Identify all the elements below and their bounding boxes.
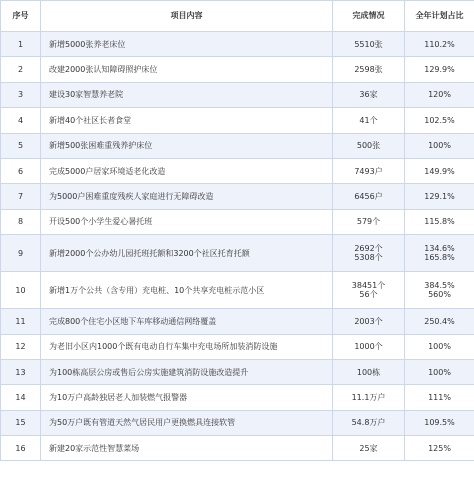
- row-ratio-cell: [405, 184, 474, 209]
- row-index: 15: [1, 410, 41, 435]
- row-status-cell: [333, 334, 405, 359]
- row-ratio: 125%: [428, 443, 451, 453]
- row-content: 为100栋高层公房或售后公房实施建筑消防设施改造提升: [41, 359, 333, 384]
- row-ratio-cell: [405, 436, 474, 461]
- row-status: 100栋: [356, 367, 381, 377]
- row-status-cell: [333, 184, 405, 209]
- row-content: 建设30家智慧养老院: [41, 82, 333, 107]
- row-ratio: 250.4%: [424, 316, 455, 326]
- row-index: 13: [1, 359, 41, 384]
- row-ratio-cell: [405, 32, 474, 57]
- row-ratio-cell: [405, 82, 474, 107]
- row-index: 10: [1, 272, 41, 309]
- row-content: 新增40个社区长者食堂: [41, 108, 333, 133]
- row-status-cell: [333, 272, 405, 309]
- row-ratio: 111%: [428, 392, 451, 402]
- row-content: 新增2000个公办幼儿园托班托额和3200个社区托育托额: [41, 235, 333, 272]
- row-index: 9: [1, 235, 41, 272]
- table-header-row: [1, 1, 474, 32]
- row-index: 8: [1, 209, 41, 234]
- row-status: 56个: [359, 290, 378, 300]
- row-status: 5308个: [354, 253, 383, 263]
- row-ratio: 109.5%: [424, 418, 455, 428]
- table-row: [1, 235, 474, 272]
- table-row: [1, 309, 474, 334]
- row-ratio: 110.2%: [424, 39, 455, 49]
- row-status: 41个: [359, 115, 378, 125]
- row-ratio: 149.9%: [424, 166, 455, 176]
- table-row: [1, 359, 474, 384]
- row-content: 完成800个住宅小区地下车库移动通信网络覆盖: [41, 309, 333, 334]
- header-status: 完成情况: [333, 1, 405, 32]
- row-status-cell: [333, 108, 405, 133]
- table-row: [1, 385, 474, 410]
- row-index: 3: [1, 82, 41, 107]
- row-ratio: 100%: [428, 342, 451, 352]
- row-status-cell: [333, 410, 405, 435]
- row-content: 为10万户高龄独居老人加装燃气报警器: [41, 385, 333, 410]
- row-status: 1000个: [354, 342, 383, 352]
- row-ratio: 102.5%: [424, 115, 455, 125]
- row-status-cell: [333, 385, 405, 410]
- row-status-cell: [333, 436, 405, 461]
- row-ratio: 100%: [428, 141, 451, 151]
- table-row: [1, 410, 474, 435]
- row-ratio-cell: [405, 133, 474, 158]
- row-index: 12: [1, 334, 41, 359]
- row-status-cell: [333, 57, 405, 82]
- row-status-cell: [333, 82, 405, 107]
- row-ratio: 120%: [428, 90, 451, 100]
- row-ratio-cell: [405, 359, 474, 384]
- row-index: 5: [1, 133, 41, 158]
- row-ratio-cell: [405, 209, 474, 234]
- row-ratio: 129.1%: [424, 191, 455, 201]
- row-ratio: 115.8%: [424, 217, 455, 227]
- row-content: 为50万户既有管道天然气居民用户更换燃具连接软管: [41, 410, 333, 435]
- row-ratio-cell: [405, 309, 474, 334]
- row-ratio-cell: [405, 272, 474, 309]
- row-ratio: 384.5%: [424, 280, 455, 290]
- header-ratio: 全年计划占比: [405, 1, 474, 32]
- row-content: 新增5000张养老床位: [41, 32, 333, 57]
- row-index: 6: [1, 158, 41, 183]
- row-status: 2598张: [354, 64, 383, 74]
- row-ratio-cell: [405, 235, 474, 272]
- row-status-cell: [333, 209, 405, 234]
- row-ratio-cell: [405, 108, 474, 133]
- row-status: 579个: [356, 217, 381, 227]
- row-status-cell: [333, 359, 405, 384]
- row-ratio: 560%: [428, 290, 451, 300]
- row-ratio-cell: [405, 410, 474, 435]
- row-index: 14: [1, 385, 41, 410]
- row-status: 7493户: [354, 166, 383, 176]
- row-status: 2003个: [354, 316, 383, 326]
- row-content: 新增500张困难重残养护床位: [41, 133, 333, 158]
- row-content: 为5000户困难重度残疾人家庭进行无障碍改造: [41, 184, 333, 209]
- row-status: 36家: [359, 90, 378, 100]
- row-status-cell: [333, 32, 405, 57]
- row-status: 6456户: [354, 191, 383, 201]
- row-status-cell: [333, 133, 405, 158]
- row-status-cell: [333, 235, 405, 272]
- table-row: [1, 436, 474, 461]
- table-row: [1, 158, 474, 183]
- row-status: 500张: [356, 141, 381, 151]
- row-ratio-cell: [405, 385, 474, 410]
- row-index: 7: [1, 184, 41, 209]
- row-content: 为老旧小区内1000个既有电动自行车集中充电场所加装消防设施: [41, 334, 333, 359]
- table-row: [1, 184, 474, 209]
- row-index: 16: [1, 436, 41, 461]
- row-ratio-cell: [405, 57, 474, 82]
- row-status: 25家: [359, 443, 378, 453]
- table-row: [1, 272, 474, 309]
- row-ratio: 100%: [428, 367, 451, 377]
- table-row: [1, 57, 474, 82]
- row-index: 4: [1, 108, 41, 133]
- row-content: 新增1万个公共（含专用）充电桩、10个共享充电桩示范小区: [41, 272, 333, 309]
- row-content: 完成5000户居家环境适老化改造: [41, 158, 333, 183]
- header-content: 项目内容: [41, 1, 333, 32]
- row-ratio-cell: [405, 158, 474, 183]
- row-ratio: 129.9%: [424, 64, 455, 74]
- row-ratio: 165.8%: [424, 253, 455, 263]
- row-content: 开设500个小学生爱心暑托班: [41, 209, 333, 234]
- table-row: [1, 334, 474, 359]
- row-status: 54.8万户: [351, 418, 386, 428]
- row-index: 1: [1, 32, 41, 57]
- row-index: 11: [1, 309, 41, 334]
- row-status-cell: [333, 158, 405, 183]
- row-ratio-cell: [405, 334, 474, 359]
- row-status-cell: [333, 309, 405, 334]
- row-content: 新建20家示范性智慧菜场: [41, 436, 333, 461]
- row-ratio: 134.6%: [424, 243, 455, 253]
- row-status: 38451个: [351, 280, 386, 290]
- row-status: 11.1万户: [351, 392, 386, 402]
- row-content: 改建2000张认知障碍照护床位: [41, 57, 333, 82]
- row-status: 2692个: [354, 243, 383, 253]
- table-row: [1, 82, 474, 107]
- table-row: [1, 32, 474, 57]
- row-status: 5510张: [354, 39, 383, 49]
- row-index: 2: [1, 57, 41, 82]
- header-index: 序号: [1, 1, 41, 32]
- table-row: [1, 108, 474, 133]
- table-row: [1, 209, 474, 234]
- table-row: [1, 133, 474, 158]
